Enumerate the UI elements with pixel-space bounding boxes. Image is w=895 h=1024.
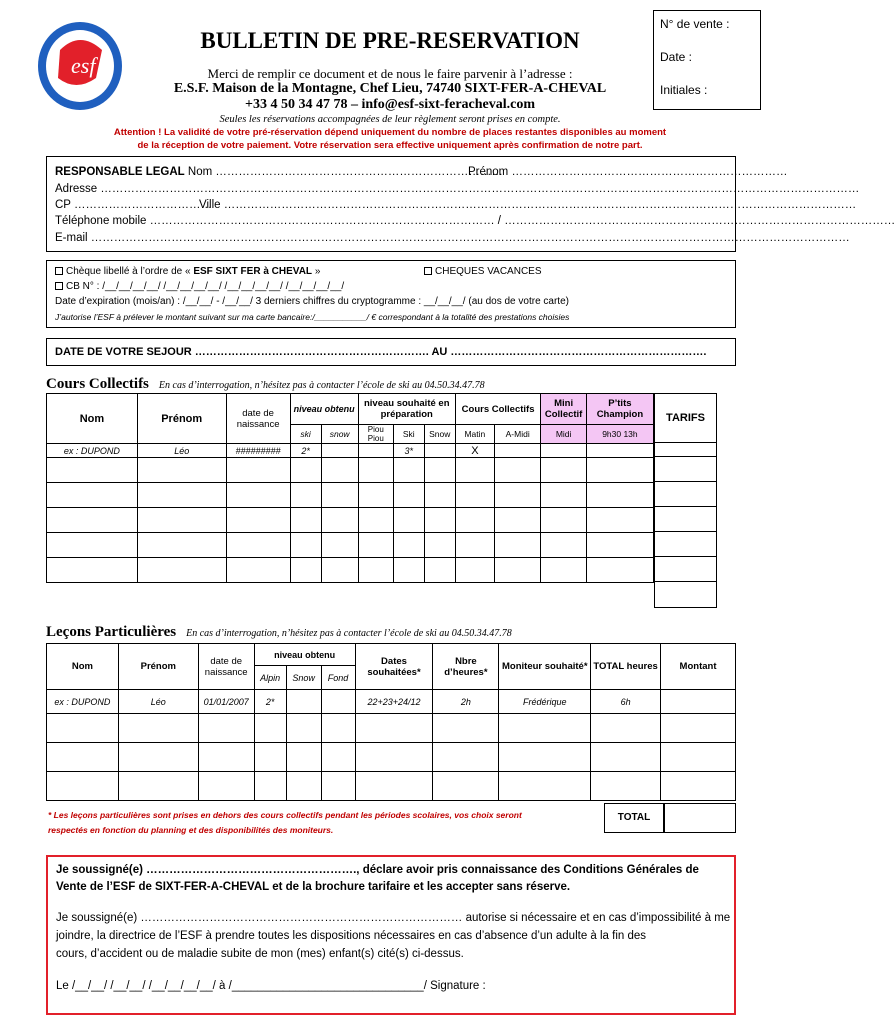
- lecons-col-niveau: niveau obtenu: [254, 644, 355, 666]
- cheque-checkbox[interactable]: [55, 267, 63, 275]
- autorisation-line[interactable]: J’autorise l’ESF à prélever le montant suivant sur ma carte bancaire:/___________/ € correspondant à la totalité des prestations choisies: [55, 312, 570, 322]
- cours-collectifs-heading: [46, 376, 485, 393]
- lecons-example-prenom: Léo: [118, 690, 198, 714]
- cheques-vacances-label: CHEQUES VACANCES: [435, 266, 542, 277]
- col-ski-2: Ski: [393, 425, 424, 444]
- signature-line[interactable]: Le /__/__/ /__/__/ /__/__/__/__/ à /______________________________/ Signature :: [56, 980, 486, 992]
- lecons-col-date: date de naissance: [198, 644, 254, 690]
- lecons-col-nbre: Nbre d’heures*: [433, 644, 499, 690]
- example-prenom: Léo: [137, 444, 226, 458]
- lecons-example-dates: 22+23+24/12: [355, 690, 433, 714]
- table-row[interactable]: [47, 558, 654, 583]
- lecons-title: Leçons Particulières: [46, 624, 177, 640]
- lecons-col-snow: Snow: [286, 666, 321, 690]
- lecons-col-dates: Dates souhaitées*: [355, 644, 433, 690]
- col-niveau-obtenu: niveau obtenu: [290, 394, 358, 425]
- col-ptits-champion: P’tits Champion: [586, 394, 653, 425]
- logo-letters: esf: [71, 53, 96, 78]
- lecons-col-fond: Fond: [321, 666, 355, 690]
- table-row-example: [47, 444, 654, 458]
- table-row[interactable]: [47, 483, 654, 508]
- col-piou-piou: Piou Piou: [358, 425, 393, 444]
- lecons-example-total: 6h: [591, 690, 661, 714]
- ville-field[interactable]: Ville …………………………………………………………………………………………………………………………………………………: [199, 199, 857, 211]
- expiration-field[interactable]: Date d’expiration (mois/an) : /__/__/ - /__/__/ 3 derniers chiffres du cryptogramme : __/__/__/ (au dos de votre carte): [55, 296, 569, 307]
- cheque-label-end: »: [312, 266, 321, 277]
- cheque-option[interactable]: [55, 266, 320, 277]
- total-label: TOTAL: [604, 803, 664, 833]
- address: E.S.F. Maison de la Montagne, Chef Lieu, 74740 SIXT-FER-A-CHEVAL: [173, 81, 607, 96]
- tarif-cell[interactable]: [655, 557, 717, 582]
- autorisation-line-2: joindre, la directrice de l’ESF à prendre toutes les dispositions nécessaires en cas d’absence d’un adulte à la fin des: [56, 930, 647, 942]
- declaration-line-1[interactable]: Je soussigné(e) ………………………………………………., déclare avoir pris connaissance des Conditions Générales de: [56, 864, 699, 876]
- email-field[interactable]: E-mail ………………………………………………………………………………………………………………………………………………………………………………: [55, 232, 850, 244]
- attention-line-1: Attention ! La validité de votre pré-réservation dépend uniquement du nombre de places restantes disponibles au moment: [113, 127, 667, 138]
- cheque-payee: ESF SIXT FER à CHEVAL: [193, 266, 313, 277]
- col-ski: ski: [290, 425, 321, 444]
- lecons-col-montant: Montant: [661, 644, 736, 690]
- tarif-cell[interactable]: [655, 457, 717, 482]
- example-nom: ex : DUPOND: [47, 444, 138, 458]
- contact-line: +33 4 50 34 47 78 – info@esf-sixt-feracheval.com: [244, 97, 536, 112]
- table-row[interactable]: [47, 743, 736, 772]
- cheques-vacances-option[interactable]: [424, 266, 542, 277]
- col-nom: Nom: [47, 394, 138, 444]
- declaration-line-2: Vente de l’ESF de SIXT-FER-A-CHEVAL et de la brochure tarifaire et les accepter sans réserve.: [56, 881, 571, 893]
- lecons-example-moniteur: Frédérique: [499, 690, 591, 714]
- col-cours-collectifs: Cours Collectifs: [455, 394, 541, 425]
- col-amidi: A-Midi: [494, 425, 540, 444]
- col-horaire: 9h30 13h: [586, 425, 653, 444]
- lecons-col-prenom: Prénom: [118, 644, 198, 690]
- total-amount-cell[interactable]: [664, 803, 736, 833]
- example-date: #########: [226, 444, 290, 458]
- col-matin: Matin: [455, 425, 494, 444]
- cours-collectifs-table: [46, 393, 654, 583]
- nom-label: Nom …………………………………………………………………: [184, 166, 503, 178]
- cb-option[interactable]: [55, 281, 344, 292]
- payment-requirement: Seules les réservations accompagnées de leur règlement seront prises en compte.: [219, 114, 561, 125]
- col-midi: Midi: [541, 425, 586, 444]
- lecons-col-nom: Nom: [47, 644, 119, 690]
- tarif-cell[interactable]: [655, 532, 717, 557]
- initials-label: Initiales :: [660, 83, 708, 97]
- cheques-vacances-checkbox[interactable]: [424, 267, 432, 275]
- example-ski: 2*: [290, 444, 321, 458]
- esf-logo: [36, 20, 124, 112]
- lecons-col-moniteur: Moniteur souhaité*: [499, 644, 591, 690]
- lecons-col-alpin: Alpin: [254, 666, 286, 690]
- tarif-cell[interactable]: [655, 443, 717, 457]
- responsable-label: RESPONSABLE LEGAL: [55, 166, 185, 178]
- col-date-naissance: date de naissance: [226, 394, 290, 444]
- table-row[interactable]: [47, 714, 736, 743]
- example-matin: X: [455, 444, 494, 458]
- example-ski2: 3*: [393, 444, 424, 458]
- prenom-field[interactable]: Prénom ………………………………………………………………: [468, 166, 788, 178]
- address-intro: Merci de remplir ce document et de nous le faire parvenir à l’adresse :: [207, 66, 573, 81]
- lecons-example-nbre: 2h: [433, 690, 499, 714]
- autorisation-line-1[interactable]: Je soussigné(e) ………………………………………………………………………… autorise si nécessaire et en cas d’impossibilité à me: [56, 912, 731, 924]
- col-mini-collectif: Mini Collectif: [541, 394, 586, 425]
- col-prenom: Prénom: [137, 394, 226, 444]
- tarif-cell[interactable]: [655, 482, 717, 507]
- sale-number-label: N° de vente :: [660, 17, 730, 31]
- example-horaire: [586, 444, 653, 458]
- autorisation-line-3: cours, d’accident ou de maladie subite de mon (mes) enfant(s) cité(s) ci-dessus.: [56, 948, 464, 960]
- attention-line-2: de la réception de votre paiement. Votre réservation sera effective uniquement après confirmation de notre part.: [137, 140, 643, 151]
- col-snow-2: Snow: [424, 425, 455, 444]
- lecons-footnote-2: respectés en fonction du planning et des disponibilités des moniteurs.: [48, 825, 334, 835]
- lecons-heading: [46, 624, 512, 641]
- telephone-field[interactable]: Téléphone mobile ……………………………………………………………………………… / …………………………………………………………………………………………: [55, 215, 895, 227]
- sejour-dates-field[interactable]: DATE DE VOTRE SEJOUR ………………………………………………………. AU …………………………………………………………….: [55, 346, 707, 358]
- example-snow: [321, 444, 358, 458]
- lecons-example-alpin: 2*: [254, 690, 286, 714]
- cb-number-field: CB N° : /__/__/__/__/ /__/__/__/__/ /__/__/__/__/ /__/__/__/__/: [66, 281, 345, 292]
- cheque-label: Chèque libellé à l’ordre de «: [66, 266, 194, 277]
- col-snow: snow: [321, 425, 358, 444]
- lecons-table: [46, 643, 736, 801]
- table-row[interactable]: [47, 772, 736, 801]
- tarif-cell[interactable]: [655, 507, 717, 532]
- example-piou: [358, 444, 393, 458]
- tarif-total-cell[interactable]: [655, 582, 717, 608]
- lecons-row-example: [47, 690, 736, 714]
- table-row[interactable]: [47, 533, 654, 558]
- cp-field[interactable]: CP ………………………………: [55, 199, 212, 211]
- table-row[interactable]: [47, 458, 654, 483]
- example-amidi: [494, 444, 540, 458]
- col-niveau-souhaite: niveau souhaité en préparation: [358, 394, 455, 425]
- cb-checkbox[interactable]: [55, 282, 63, 290]
- cours-collectifs-note: En cas d’interrogation, n’hésitez pas à contacter l’école de ski au 04.50.34.47.78: [158, 380, 485, 391]
- nom-field[interactable]: [55, 166, 503, 178]
- lecons-footnote-1: * Les leçons particulières sont prises en dehors des cours collectifs pendant les périodes scolaires, vos choix seront: [48, 810, 522, 820]
- sale-info-box: [653, 10, 761, 110]
- example-midi: [541, 444, 586, 458]
- sale-date-label: Date :: [660, 50, 693, 64]
- tarifs-table: [654, 393, 717, 608]
- example-snow2: [424, 444, 455, 458]
- adresse-field[interactable]: Adresse ………………………………………………………………………………………………………………………………………………………………………………: [55, 183, 860, 195]
- lecons-note: En cas d’interrogation, n’hésitez pas à contacter l’école de ski au 04.50.34.47.78: [186, 628, 512, 639]
- lecons-col-total: TOTAL heures: [591, 644, 661, 690]
- page-title: BULLETIN DE PRE-RESERVATION: [200, 28, 580, 53]
- table-row[interactable]: [47, 508, 654, 533]
- col-tarifs: TARIFS: [655, 394, 717, 443]
- lecons-example-date: 01/01/2007: [198, 690, 254, 714]
- cours-collectifs-title: Cours Collectifs: [46, 376, 149, 392]
- lecons-example-nom: ex : DUPOND: [47, 690, 119, 714]
